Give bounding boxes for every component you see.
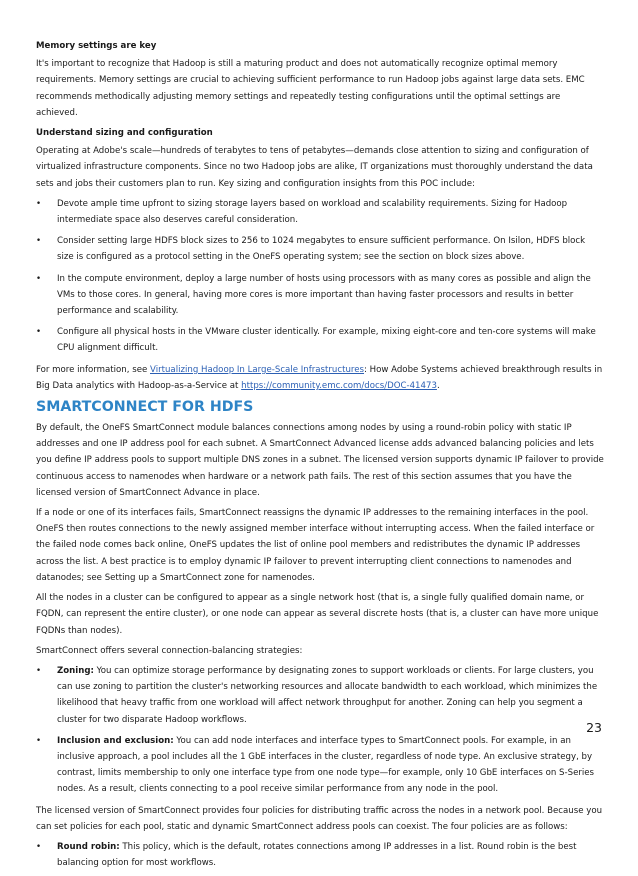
- list-item: • Configure all physical hosts in the VMware cluster identically. For example, mixing eight-core and ten-core systems will make CPU alignment difficult.: [36, 324, 604, 356]
- heading-memory-settings: Memory settings are key: [36, 41, 157, 51]
- bullet-icon: •: [36, 236, 42, 247]
- smartconnect-paragraph-4: SmartConnect offers several connection-balancing strategies:: [36, 645, 303, 656]
- list-item: • Inclusion and exclusion: You can add node interfaces and interface types to SmartConnect pools. For example, in an inclusive approach, a pool includes all the 1 GbE interfaces in the cluster, regardless of node type. An exclusive strategy, by contrast, limits membership to only one interface type from one node type—for example, only 10 GbE interfaces on S-Series nodes. As a result, clients connecting to a pool receive similar performance from any node in the pool.: [36, 733, 604, 798]
- more-info-paragraph: For more information, see Virtualizing Hadoop In Large-Scale Infrastructures: How Adobe Systems achieved breakthrough results in Big Data analytics with Hadoop-as-a-Service at https://community.emc.com/docs/DOC-41473.: [36, 364, 603, 391]
- sizing-bullet-list: [36, 196, 604, 357]
- memory-settings-paragraph: It's important to recognize that Hadoop is still a maturing product and does not automatically recognize optimal memory requirements. Memory settings are crucial to achieving sufficient performance to run Hadoop jobs against large data sets. EMC recommends methodically adjusting memory settings and repeatedly testing configurations until the optimal settings are achieved.: [36, 59, 585, 118]
- sizing-paragraph: Operating at Adobe's scale—hundreds of terabytes to tens of petabytes—demands close attention to sizing and configuration of virtualized infrastructure components. Since no two Hadoop jobs are alike, IT organizations must thoroughly understand the data sets and jobs their customers plan to run. Key sizing and configuration insights from this POC include:: [36, 146, 593, 189]
- bullet-icon: •: [36, 198, 42, 209]
- smartconnect-paragraph-5: The licensed version of SmartConnect provides four policies for distributing traffic across the nodes in a network pool. Because you can set policies for each pool, static and dynamic SmartConnect address pools can coexist. The four policies are as follows:: [36, 805, 603, 832]
- bullet-icon: •: [36, 735, 42, 746]
- bullet-icon: •: [36, 665, 42, 676]
- smartconnect-paragraph-1: By default, the OneFS SmartConnect module balances connections among nodes by using a round-robin policy with static IP addresses and one IP address pool for each subnet. A SmartConnect Advanced license adds advanced balancing policies and lets you define IP address pools to support multiple DNS zones in a subnet. The licensed version supports dynamic IP failover to provide continuous access to namenodes when hardware or a network path fails. The rest of this section assumes that you have the licensed version of SmartConnect Advance in place.: [36, 423, 604, 498]
- policies-bullet-list: [36, 839, 604, 871]
- list-item: • Zoning: You can optimize storage performance by designating zones to support workloads or clients. For large clusters, you can use zoning to partition the cluster's networking resources and allocate bandwidth to each workload, which minimizes the likelihood that heavy traffic from one workload will affect network throughput for another. Zoning can help you segment a cluster for two disparate Hadoop workflows.: [36, 663, 604, 728]
- community-emc-url-link[interactable]: https://community.emc.com/docs/DOC-41473: [241, 380, 437, 391]
- list-item: • Round robin: This policy, which is the default, rotates connections among IP addresses in a list. Round robin is the best balancing option for most workflows.: [36, 839, 604, 871]
- smartconnect-paragraph-3: All the nodes in a cluster can be configured to appear as a single network host (that is, a single fully qualified domain name, or FQDN, can represent the entire cluster), or one node can appear as several discrete hosts (that is, a cluster can have more unique FQDNs than nodes).: [36, 593, 599, 636]
- smartconnect-paragraph-2: If a node or one of its interfaces fails, SmartConnect reassigns the dynamic IP addresses to the remaining interfaces in the pool. OneFS then routes connections to the newly assigned member interface without interrupting access. When the failed interface or the failed node comes back online, OneFS updates the list of online pool members and redistributes the dynamic IP addresses across the list. A best practice is to employ dynamic IP failover to prevent interrupting client connections to namenodes and datanodes; see Setting up a SmartConnect zone for namenodes.: [36, 508, 595, 583]
- page-number: 23: [586, 720, 602, 735]
- virtualizing-hadoop-link[interactable]: Virtualizing Hadoop In Large-Scale Infrastructures: [150, 364, 365, 375]
- bullet-icon: •: [36, 327, 42, 338]
- list-item: • Devote ample time upfront to sizing storage layers based on workload and scalability requirements. Sizing for Hadoop intermediate space also deserves careful consideration.: [36, 196, 604, 228]
- strategies-bullet-list: [36, 663, 604, 798]
- bullet-icon: •: [36, 841, 42, 852]
- heading-smartconnect: SMARTCONNECT FOR HDFS: [36, 399, 254, 416]
- list-item: • In the compute environment, deploy a large number of hosts using processors with as many cores as possible and align the VMs to those cores. In general, having more cores is more important than having faster processors and results in better performance and scalability.: [36, 271, 604, 320]
- heading-sizing-configuration: Understand sizing and configuration: [36, 128, 213, 139]
- page-content: [36, 38, 604, 876]
- list-item: • Consider setting large HDFS block sizes to 256 to 1024 megabytes to ensure sufficient performance. On Isilon, HDFS block size is configured as a protocol setting in the OneFS operating system; see the section on block sizes above.: [36, 233, 604, 265]
- bullet-icon: •: [36, 273, 42, 284]
